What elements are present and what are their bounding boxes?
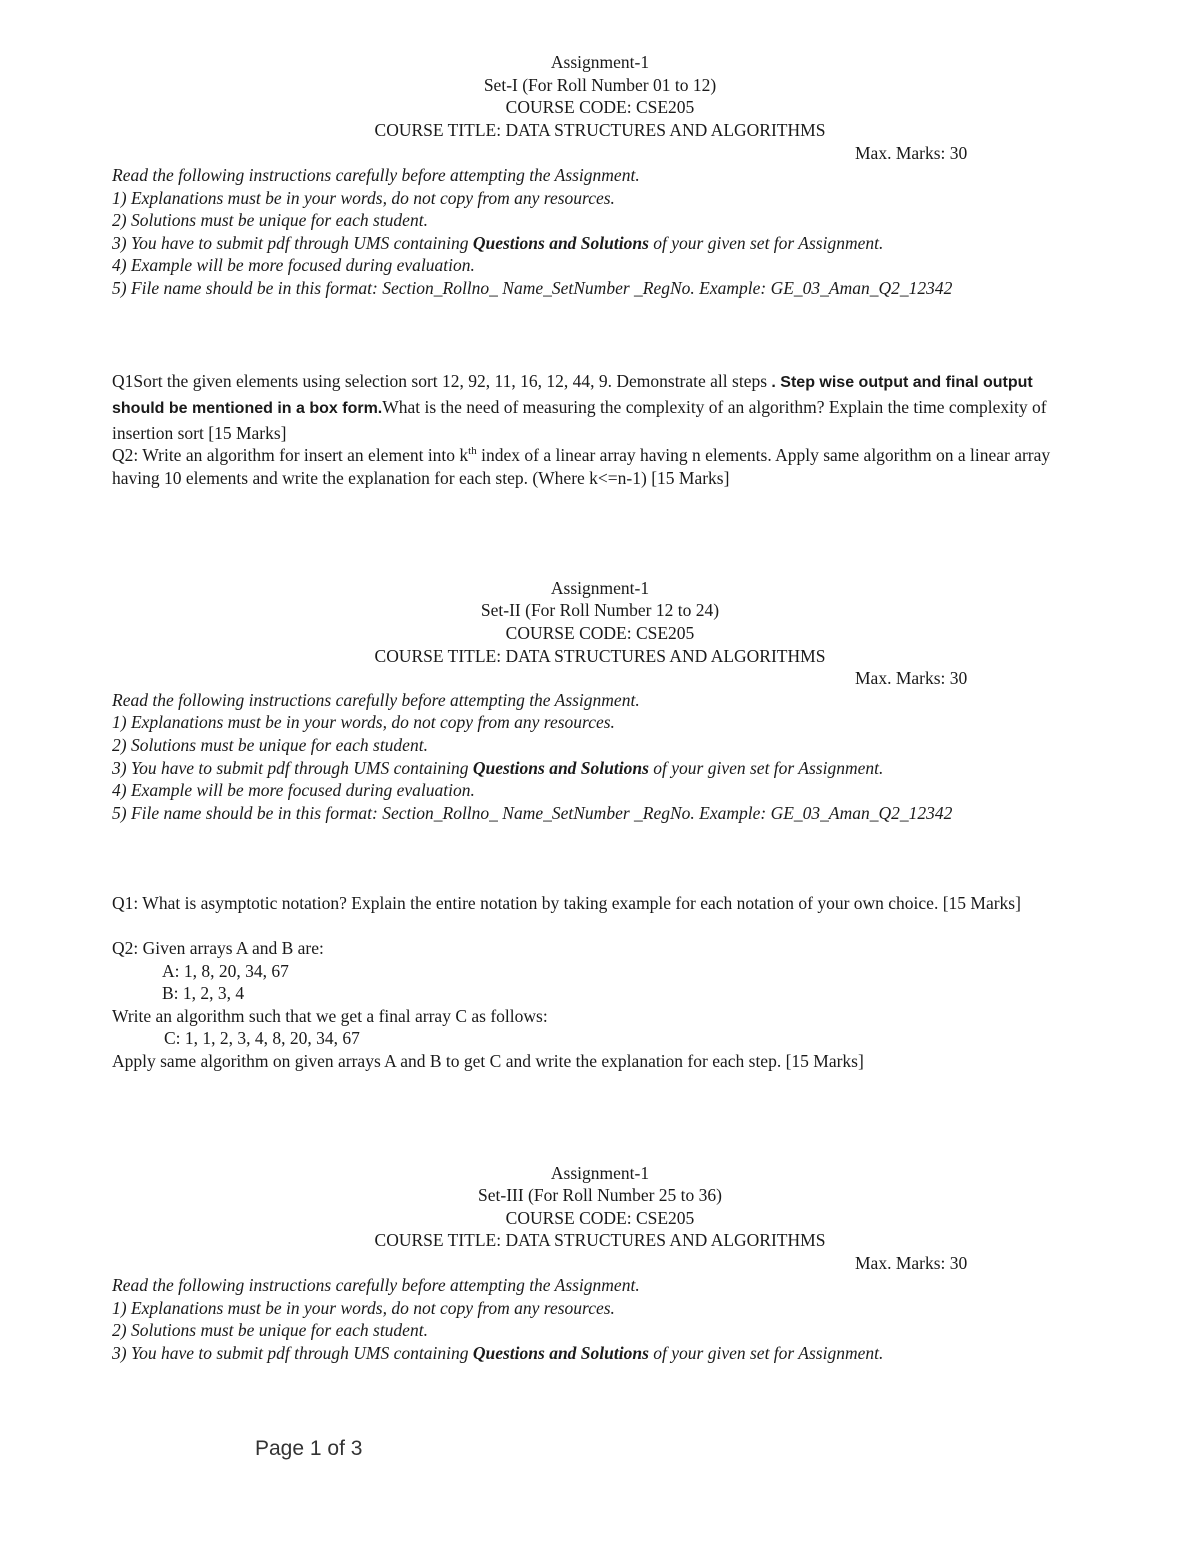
instruction-3-post: of your given set for Assignment. bbox=[648, 1343, 884, 1363]
set1-q1-pre: Q1Sort the given elements using selection sort 12, 92, 11, 16, 12, 44, 9. Demonstrate all steps bbox=[112, 371, 772, 391]
instruction-3-post: of your given set for Assignment. bbox=[648, 233, 884, 253]
instructions-heading: Read the following instructions carefully before attempting the Assignment. bbox=[112, 1275, 640, 1295]
instruction-5: 5) File name should be in this format: Section_Rollno_ Name_SetNumber _RegNo. Example: GE_03_Aman_Q2_12342 bbox=[112, 278, 953, 298]
course-code: COURSE CODE: CSE205 bbox=[505, 97, 695, 117]
instruction-2: 2) Solutions must be unique for each student. bbox=[112, 735, 428, 755]
set2-question-2-intro: Q2: Given arrays A and B are: bbox=[112, 938, 324, 958]
assignment-heading: Assignment-1 bbox=[550, 1163, 650, 1183]
instruction-3-bold: Questions and Solutions bbox=[472, 758, 649, 778]
set1-q1-bold: . Step wise output and final output should be mentioned in a box form. bbox=[112, 374, 1033, 417]
instruction-4: 4) Example will be more focused during evaluation. bbox=[112, 255, 475, 275]
array-b: B: 1, 2, 3, 4 bbox=[162, 983, 245, 1003]
instruction-1: 1) Explanations must be in your words, do not copy from any resources. bbox=[112, 188, 615, 208]
set1-q2-pre: Q2: Write an algorithm for insert an element into k bbox=[112, 445, 469, 465]
instruction-4: 4) Example will be more focused during evaluation. bbox=[112, 780, 475, 800]
course-title: COURSE TITLE: DATA STRUCTURES AND ALGORITHMS bbox=[374, 120, 826, 140]
instruction-1: 1) Explanations must be in your words, do not copy from any resources. bbox=[112, 712, 615, 732]
instruction-3-pre: 3) You have to submit pdf through UMS containing bbox=[112, 758, 473, 778]
array-a: A: 1, 8, 20, 34, 67 bbox=[162, 961, 289, 981]
course-title: COURSE TITLE: DATA STRUCTURES AND ALGORITHMS bbox=[374, 646, 826, 666]
set-title: Set-III (For Roll Number 25 to 36) bbox=[478, 1185, 722, 1205]
set1-question-2 bbox=[112, 444, 1080, 489]
set1-question-1 bbox=[112, 369, 1080, 446]
assignment-heading: Assignment-1 bbox=[550, 52, 650, 72]
instruction-1: 1) Explanations must be in your words, do not copy from any resources. bbox=[112, 1298, 615, 1318]
course-code: COURSE CODE: CSE205 bbox=[505, 1208, 695, 1228]
set1-q2-sup: th bbox=[468, 445, 477, 458]
instruction-3-bold: Questions and Solutions bbox=[472, 233, 649, 253]
max-marks: Max. Marks: 30 bbox=[855, 1253, 968, 1273]
assignment-heading: Assignment-1 bbox=[550, 578, 650, 598]
instruction-3-pre: 3) You have to submit pdf through UMS containing bbox=[112, 233, 473, 253]
array-c: C: 1, 1, 2, 3, 4, 8, 20, 34, 67 bbox=[164, 1028, 360, 1048]
course-code: COURSE CODE: CSE205 bbox=[505, 623, 695, 643]
course-title: COURSE TITLE: DATA STRUCTURES AND ALGORITHMS bbox=[374, 1230, 826, 1250]
set1-q1-post: What is the need of measuring the complexity of an algorithm? Explain the time complexity of insertion sort [15 Marks] bbox=[112, 397, 1047, 443]
instruction-3-post: of your given set for Assignment. bbox=[648, 758, 884, 778]
instruction-2: 2) Solutions must be unique for each student. bbox=[112, 210, 428, 230]
instructions-heading: Read the following instructions carefully before attempting the Assignment. bbox=[112, 690, 640, 710]
instruction-3 bbox=[112, 232, 1080, 255]
set-title: Set-I (For Roll Number 01 to 12) bbox=[483, 75, 717, 95]
apply-algorithm-line: Apply same algorithm on given arrays A and B to get C and write the explanation for each step. [15 Marks] bbox=[112, 1051, 864, 1071]
instruction-3 bbox=[112, 757, 1080, 780]
instructions-heading: Read the following instructions carefully before attempting the Assignment. bbox=[112, 165, 640, 185]
set1-q2-post: index of a linear array having n elements. Apply same algorithm on a linear array having 10 elements and write the explanation for each step. (Where k<=n-1) [15 Marks] bbox=[112, 445, 1051, 488]
page-number-footer: Page 1 of 3 bbox=[255, 1437, 363, 1460]
instruction-3 bbox=[112, 1342, 1080, 1365]
instruction-3-bold: Questions and Solutions bbox=[472, 1343, 649, 1363]
max-marks: Max. Marks: 30 bbox=[855, 143, 968, 163]
max-marks: Max. Marks: 30 bbox=[855, 668, 968, 688]
set-title: Set-II (For Roll Number 12 to 24) bbox=[480, 600, 720, 620]
instruction-5: 5) File name should be in this format: Section_Rollno_ Name_SetNumber _RegNo. Example: GE_03_Aman_Q2_12342 bbox=[112, 803, 953, 823]
instruction-3-pre: 3) You have to submit pdf through UMS containing bbox=[112, 1343, 473, 1363]
write-algorithm-line: Write an algorithm such that we get a final array C as follows: bbox=[112, 1006, 548, 1026]
set2-question-1: Q1: What is asymptotic notation? Explain the entire notation by taking example for each notation of your own choice. [15 Marks] bbox=[112, 893, 1021, 913]
instruction-2: 2) Solutions must be unique for each student. bbox=[112, 1320, 428, 1340]
